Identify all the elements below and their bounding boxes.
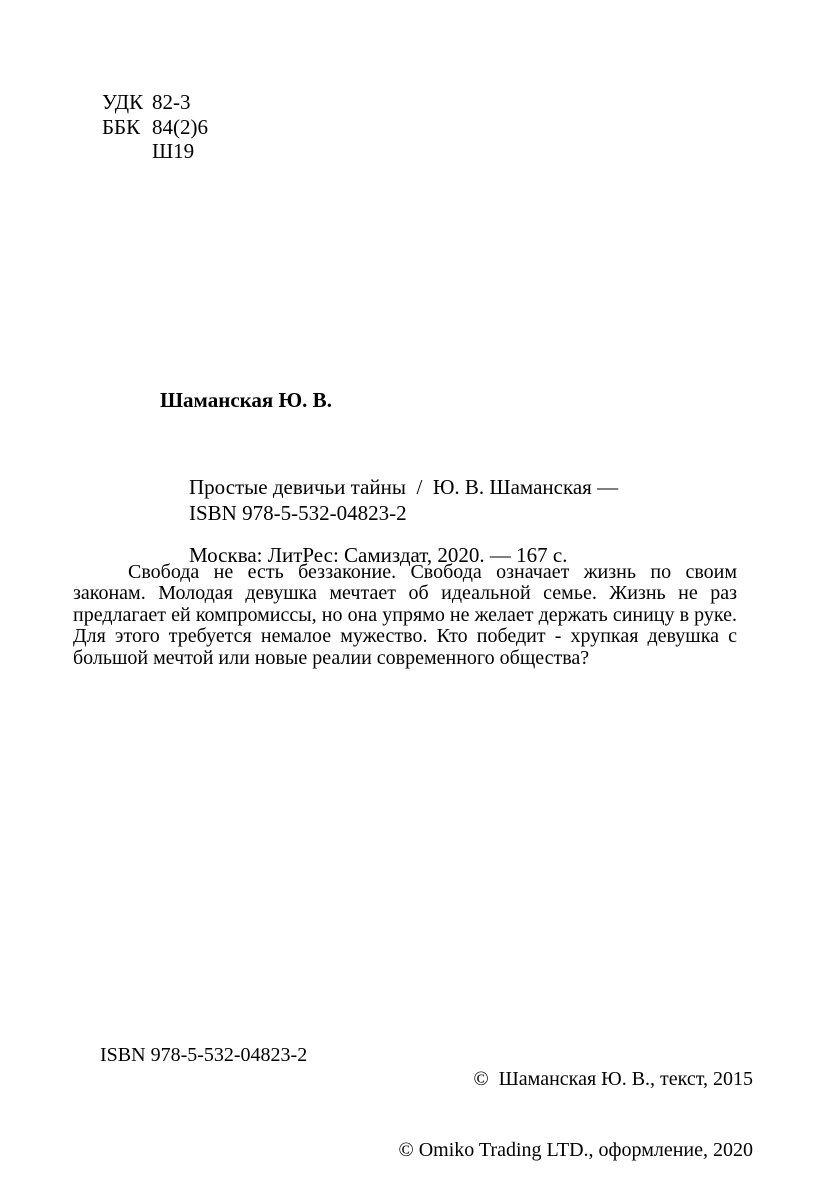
udk-value: 82-3 [152, 90, 191, 114]
isbn-bottom: ISBN 978-5-532-04823-2 [100, 1044, 308, 1066]
author-sign-value: Ш19 [152, 139, 195, 164]
bibliographic-publisher-line: Москва: ЛитРес: Самиздат, 2020. — 167 с. [189, 542, 568, 567]
copyright-text-line: © Шаманская Ю. В., текст, 2015 [473, 1068, 753, 1090]
copyright-design-line: © Omiko Trading LTD., оформление, 2020 [398, 1138, 753, 1161]
classification-block [102, 90, 208, 164]
udk-label: УДК [102, 90, 144, 114]
bibliographic-title-line: Простые девичьи тайны / Ю. В. Шаманская — [189, 475, 619, 499]
bbk-row [102, 115, 208, 140]
author-sign-row [102, 139, 208, 164]
author-heading: Шаманская Ю. В. [160, 388, 332, 412]
udk-row [102, 90, 208, 115]
copyright-block [399, 1021, 754, 1191]
bbk-value: 84(2)6 [152, 114, 208, 139]
bbk-label: ББК [102, 114, 141, 139]
annotation-paragraph: Свобода не есть беззаконие. Свобода означает жизнь по своим законам. Молодая девушка мечтает об идеальной семье. Жизнь не раз предлагает ей компромиссы, но она упрямо не желает держать синицу в руке. Для этого требуется немалое мужество. Кто победит - хрупкая девушка с большой мечтой или новые реалии современного общества? [73, 561, 737, 669]
isbn-top: ISBN 978-5-532-04823-2 [189, 501, 407, 525]
